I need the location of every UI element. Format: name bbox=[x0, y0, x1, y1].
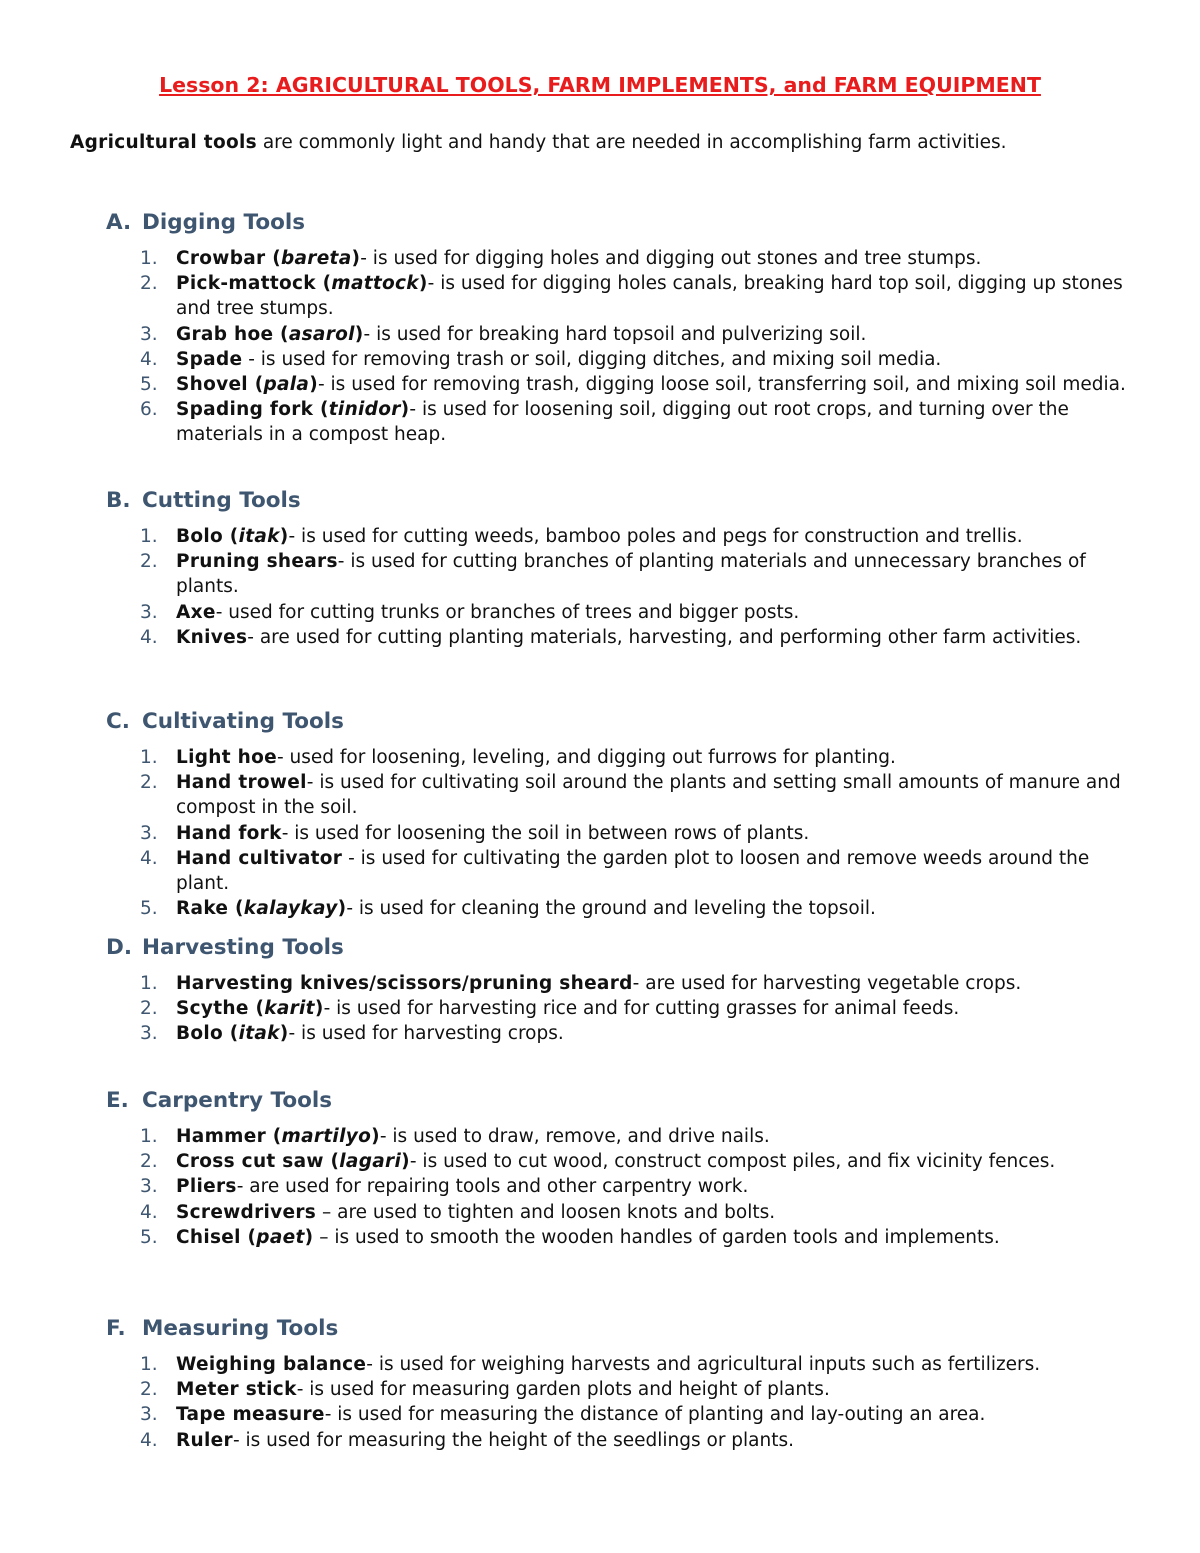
section-letter: A. bbox=[106, 210, 132, 235]
tool-name bbox=[176, 848, 342, 869]
section-title: Harvesting Tools bbox=[142, 935, 344, 960]
section-heading bbox=[106, 1314, 1146, 1344]
section-cutting-tools bbox=[106, 486, 1146, 650]
tool-list bbox=[106, 246, 1146, 448]
tool-name-text: Bolo ( bbox=[176, 526, 239, 547]
tool-name bbox=[176, 973, 633, 994]
tool-description: - is used to draw, remove, and drive nails. bbox=[379, 1126, 770, 1147]
tool-description: - are used for cutting planting materials, harvesting, and performing other farm activities. bbox=[247, 626, 1082, 648]
section-letter: D. bbox=[106, 935, 133, 960]
tool-name bbox=[176, 1126, 380, 1147]
list-item bbox=[106, 600, 1136, 625]
list-item bbox=[106, 524, 1136, 549]
list-item bbox=[106, 549, 1136, 599]
section-letter: C. bbox=[106, 709, 130, 734]
item-number: 1. bbox=[140, 248, 158, 269]
tool-description: - is used for cultivating soil around the plants and setting small amounts of manure and compost in the soil. bbox=[176, 772, 1121, 819]
tool-description: - is used for removing trash or soil, digging ditches, and mixing soil media. bbox=[242, 348, 942, 370]
item-number: 1. bbox=[140, 526, 158, 547]
tool-name-text: Axe bbox=[176, 601, 216, 623]
list-item bbox=[106, 1124, 1136, 1149]
tool-description: - is used for cultivating the garden plot to loosen and remove weeds around the plant. bbox=[176, 847, 1090, 895]
tool-list bbox=[106, 524, 1146, 650]
tool-description: - is used to cut wood, construct compost piles, and fix vicinity fences. bbox=[409, 1151, 1056, 1173]
tool-description: - is used for cleaning the ground and leveling the topsoil. bbox=[346, 898, 876, 920]
list-item bbox=[106, 1021, 1136, 1046]
tool-name-text: Harvesting knives/scissors/pruning sheard bbox=[176, 973, 633, 994]
local-name: itak bbox=[238, 1023, 280, 1045]
page-title: Lesson 2: AGRICULTURAL TOOLS, FARM IMPLEMENTS, and FARM EQUIPMENT bbox=[159, 73, 1041, 97]
list-item bbox=[106, 1149, 1136, 1174]
list-item bbox=[106, 1402, 1136, 1427]
section-harvesting-tools bbox=[106, 933, 1146, 1047]
tool-name bbox=[176, 998, 324, 1019]
close-paren: ) bbox=[401, 1151, 410, 1173]
close-paren: ) bbox=[279, 526, 289, 547]
local-name: lagari bbox=[339, 1151, 402, 1173]
item-number: 2. bbox=[140, 998, 158, 1020]
item-number: 3. bbox=[140, 323, 158, 345]
list-item bbox=[106, 846, 1136, 896]
tool-name bbox=[176, 1151, 410, 1172]
tool-name-text: Crowbar ( bbox=[176, 248, 281, 269]
list-item bbox=[106, 1174, 1136, 1199]
local-name: tinidor bbox=[328, 399, 401, 421]
tool-name bbox=[176, 349, 242, 370]
tool-description: – are used to tighten and loosen knots and bolts. bbox=[316, 1201, 776, 1223]
tool-name bbox=[176, 898, 346, 919]
tool-list bbox=[106, 745, 1146, 921]
close-paren: ) bbox=[351, 248, 361, 269]
item-number: 4. bbox=[140, 348, 158, 370]
tool-name bbox=[176, 324, 364, 345]
tool-name-text: Spading fork ( bbox=[176, 399, 329, 421]
section-letter: F. bbox=[106, 1316, 126, 1341]
tool-name bbox=[176, 1176, 237, 1197]
tool-name bbox=[176, 248, 360, 269]
list-item bbox=[106, 1352, 1136, 1377]
item-number: 1. bbox=[140, 1126, 158, 1147]
list-item bbox=[106, 347, 1136, 372]
tool-name-text: Tape measure bbox=[176, 1404, 325, 1426]
tool-name-text: Cross cut saw ( bbox=[176, 1151, 340, 1173]
tool-description: - is used for loosening soil, digging out root crops, and turning over the materials in a compost heap. bbox=[176, 399, 1069, 446]
item-number: 2. bbox=[140, 273, 158, 295]
tool-name-text: Shovel ( bbox=[176, 374, 264, 396]
tool-name-text: Pruning shears bbox=[176, 551, 338, 573]
tool-name bbox=[176, 526, 289, 547]
tool-name bbox=[176, 772, 307, 793]
tool-name-text: Hand fork bbox=[176, 822, 282, 844]
section-letter: B. bbox=[106, 488, 131, 513]
item-number: 3. bbox=[140, 1404, 158, 1426]
section-heading bbox=[106, 1086, 1146, 1116]
list-item bbox=[106, 896, 1136, 921]
list-item bbox=[106, 246, 1136, 271]
tool-name bbox=[176, 1023, 289, 1044]
tool-name-text: Rake ( bbox=[176, 898, 244, 920]
list-item bbox=[106, 372, 1136, 397]
tool-list bbox=[106, 1124, 1146, 1250]
tool-name bbox=[176, 1404, 325, 1425]
tool-description: - used for cutting trunks or branches of trees and bigger posts. bbox=[215, 601, 800, 623]
tool-list bbox=[106, 971, 1146, 1047]
section-carpentry-tools bbox=[106, 1086, 1146, 1250]
tool-name bbox=[176, 1227, 313, 1248]
intro-text: are commonly light and handy that are needed in accomplishing farm activities. bbox=[256, 132, 1007, 153]
local-name: bareta bbox=[280, 248, 352, 269]
tool-name bbox=[176, 1430, 233, 1451]
tool-description: – is used to smooth the wooden handles of garden tools and implements. bbox=[313, 1226, 1000, 1248]
list-item bbox=[106, 271, 1136, 321]
item-number: 2. bbox=[140, 1151, 158, 1173]
close-paren: ) bbox=[314, 998, 324, 1020]
tool-name bbox=[176, 399, 409, 420]
tool-name-text: Light hoe bbox=[176, 747, 277, 768]
tool-name-text: Spade bbox=[176, 348, 243, 370]
tool-name-text: Screwdrivers bbox=[176, 1201, 317, 1223]
section-heading bbox=[106, 208, 1146, 238]
close-paren: ) bbox=[309, 374, 318, 396]
close-paren: ) bbox=[279, 1023, 289, 1045]
section-title: Measuring Tools bbox=[142, 1316, 339, 1341]
section-cultivating-tools bbox=[106, 707, 1146, 921]
list-item bbox=[106, 770, 1136, 820]
list-item bbox=[106, 971, 1136, 996]
item-number: 2. bbox=[140, 772, 158, 794]
tool-description: - is used for measuring the distance of planting and lay-outing an area. bbox=[324, 1404, 986, 1426]
tool-name-text: Ruler bbox=[176, 1429, 233, 1451]
local-name: itak bbox=[238, 526, 280, 547]
tool-description: - is used for digging holes canals, breaking hard top soil, digging up stones and tree stumps. bbox=[176, 273, 1123, 320]
tool-name bbox=[176, 627, 247, 648]
item-number: 3. bbox=[140, 601, 158, 623]
local-name: mattock bbox=[331, 273, 419, 295]
item-number: 1. bbox=[140, 973, 158, 994]
list-item bbox=[106, 1428, 1136, 1453]
tool-description: - is used for removing trash, digging loose soil, transferring soil, and mixing soil media. bbox=[317, 374, 1126, 396]
list-item bbox=[106, 397, 1136, 447]
item-number: 1. bbox=[140, 1354, 158, 1375]
tool-description: - is used for digging holes and digging out stones and tree stumps. bbox=[360, 248, 982, 269]
section-title: Cultivating Tools bbox=[142, 709, 344, 734]
local-name: paet bbox=[256, 1226, 305, 1248]
tool-description: - is used for cutting branches of planting materials and unnecessary branches of plants. bbox=[176, 551, 1086, 598]
close-paren: ) bbox=[400, 399, 410, 421]
local-name: asarol bbox=[288, 323, 355, 345]
tool-description: - is used for weighing harvests and agricultural inputs such as fertilizers. bbox=[366, 1354, 1041, 1375]
tool-description: - is used for harvesting rice and for cutting grasses for animal feeds. bbox=[323, 998, 960, 1020]
tool-description: - is used for loosening the soil in between rows of plants. bbox=[281, 822, 810, 844]
section-digging-tools bbox=[106, 208, 1146, 448]
tool-name-text: Hand trowel bbox=[176, 772, 307, 794]
list-item bbox=[106, 1225, 1136, 1250]
tool-description: - is used for harvesting crops. bbox=[288, 1023, 564, 1045]
list-item bbox=[106, 625, 1136, 650]
item-number: 6. bbox=[140, 399, 158, 421]
list-item bbox=[106, 745, 1136, 770]
tool-name-text: Hammer ( bbox=[176, 1126, 282, 1147]
tool-name bbox=[176, 273, 428, 294]
local-name: martilyo bbox=[281, 1126, 372, 1147]
item-number: 4. bbox=[140, 626, 158, 648]
list-item bbox=[106, 996, 1136, 1021]
item-number: 2. bbox=[140, 1379, 158, 1401]
tool-description: - are used for harvesting vegetable crops. bbox=[632, 973, 1022, 994]
section-title: Carpentry Tools bbox=[142, 1088, 333, 1113]
section-heading bbox=[106, 933, 1146, 963]
tool-name bbox=[176, 747, 277, 768]
section-letter: E. bbox=[106, 1088, 129, 1113]
tool-name-text: Chisel ( bbox=[176, 1226, 257, 1248]
item-number: 4. bbox=[140, 847, 158, 869]
tool-description: - used for loosening, leveling, and digging out furrows for planting. bbox=[276, 747, 896, 768]
item-number: 5. bbox=[140, 898, 158, 920]
item-number: 5. bbox=[140, 1226, 158, 1248]
tool-name-text: Grab hoe ( bbox=[176, 323, 289, 345]
tool-name-text: Weighing balance bbox=[176, 1354, 367, 1375]
section-title: Digging Tools bbox=[142, 210, 306, 235]
tool-name-text: Scythe ( bbox=[176, 998, 265, 1020]
tool-name bbox=[176, 1202, 316, 1223]
item-number: 3. bbox=[140, 1176, 158, 1198]
tool-description: - is used for breaking hard topsoil and pulverizing soil. bbox=[363, 323, 867, 345]
close-paren: ) bbox=[418, 273, 428, 295]
tool-name bbox=[176, 602, 216, 623]
tool-description: - is used for measuring garden plots and height of plants. bbox=[296, 1379, 830, 1401]
intro-term: Agricultural tools bbox=[70, 132, 257, 153]
item-number: 3. bbox=[140, 822, 158, 844]
tool-name bbox=[176, 1354, 366, 1375]
tool-name-text: Meter stick bbox=[176, 1379, 297, 1401]
tool-name bbox=[176, 1379, 297, 1400]
close-paren: ) bbox=[371, 1126, 380, 1147]
tool-name bbox=[176, 823, 282, 844]
tool-name bbox=[176, 374, 318, 395]
tool-name-text: Bolo ( bbox=[176, 1023, 239, 1045]
item-number: 4. bbox=[140, 1201, 158, 1223]
tool-list bbox=[106, 1352, 1146, 1453]
tool-name bbox=[176, 551, 338, 572]
tool-description: - is used for cutting weeds, bamboo poles and pegs for construction and trellis. bbox=[288, 526, 1023, 547]
tool-name-text: Pick-mattock ( bbox=[176, 273, 332, 295]
section-measuring-tools bbox=[106, 1314, 1146, 1453]
item-number: 5. bbox=[140, 374, 158, 396]
list-item bbox=[106, 322, 1136, 347]
close-paren: ) bbox=[354, 323, 364, 345]
intro-paragraph bbox=[70, 130, 1140, 156]
list-item bbox=[106, 1377, 1136, 1402]
item-number: 1. bbox=[140, 747, 158, 768]
item-number: 3. bbox=[140, 1023, 158, 1045]
close-paren: ) bbox=[304, 1226, 314, 1248]
tool-description: - are used for repairing tools and other carpentry work. bbox=[236, 1176, 749, 1198]
section-heading bbox=[106, 707, 1146, 737]
tool-name-text: Knives bbox=[176, 626, 248, 648]
item-number: 4. bbox=[140, 1429, 158, 1451]
tool-name-text: Hand cultivator bbox=[176, 847, 343, 869]
close-paren: ) bbox=[337, 898, 347, 920]
list-item bbox=[106, 821, 1136, 846]
item-number: 2. bbox=[140, 551, 158, 573]
section-title: Cutting Tools bbox=[142, 488, 301, 513]
list-item bbox=[106, 1200, 1136, 1225]
local-name: kalaykay bbox=[243, 898, 338, 920]
local-name: karit bbox=[264, 998, 315, 1020]
tool-name-text: Pliers bbox=[176, 1176, 237, 1198]
section-heading bbox=[106, 486, 1146, 516]
tool-description: - is used for measuring the height of the seedlings or plants. bbox=[232, 1429, 795, 1451]
local-name: pala bbox=[263, 374, 310, 396]
